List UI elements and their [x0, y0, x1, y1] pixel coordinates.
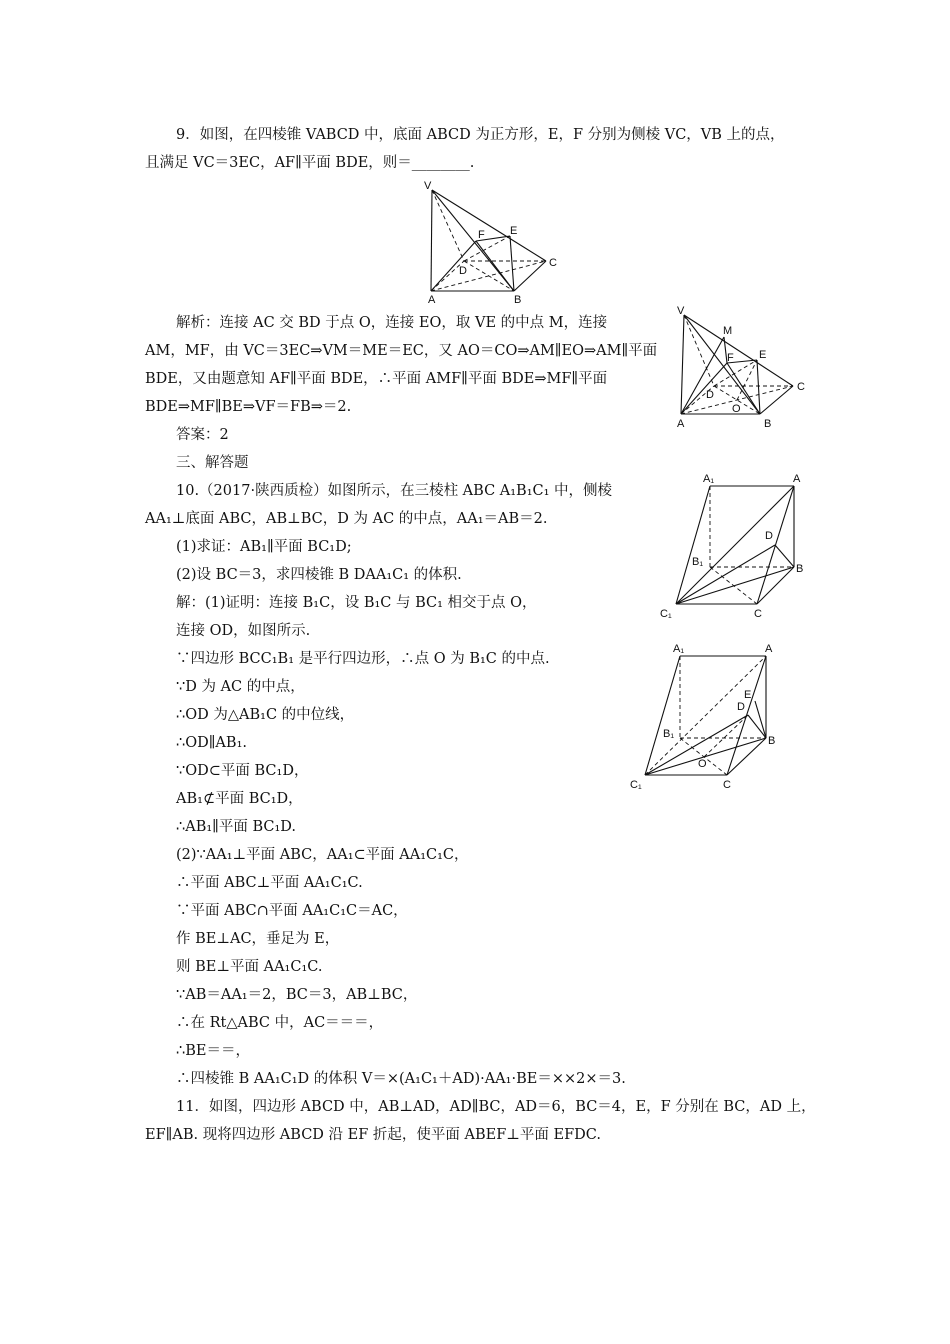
fig1-label-V: V [424, 180, 432, 192]
solution-10-line-8: AB₁⊄平面 BC₁D， [176, 791, 303, 807]
fig1-label-A: A [428, 294, 436, 306]
fig3-label-C: C [754, 608, 762, 620]
solution-9-line-4: BDE⇒MF∥BE⇒VF＝FB⇒＝2. [145, 399, 352, 415]
solution-9-line-1: 解析：连接 AC 交 BD 于点 O，连接 EO，取 VE 的中点 M，连接 [176, 315, 608, 331]
problem-10-part-2: (2)设 BC＝3，求四棱锥 B DAA₁C₁ 的体积. [176, 567, 462, 583]
solution-10-line-4: ∵D 为 AC 的中点， [176, 679, 305, 695]
problem-11-line-1: 11．如图，四边形 ABCD 中，AB⊥AD，AD∥BC，AD＝6，BC＝4，E，F 分别在 BC，AD 上， [176, 1099, 816, 1115]
solution-10-line-3: ∵四边形 BCC₁B₁ 是平行四边形，∴点 O 为 B₁C 的中点. [176, 651, 550, 667]
solution-10-line-13: 作 BE⊥AC，垂足为 E， [176, 931, 340, 947]
fig1-label-F: F [478, 229, 485, 241]
fig3-label-C1: C₁ [660, 608, 672, 620]
solution-10-line-9: ∴AB₁∥平面 BC₁D. [176, 819, 297, 835]
section-heading: 三、解答题 [176, 455, 249, 471]
fig4-label-O: O [698, 758, 707, 770]
fig2-label-O: O [732, 403, 741, 415]
fig4-label-C: C [723, 779, 731, 791]
fig3-label-D: D [765, 530, 773, 542]
solution-9-line-2: AM，MF，由 VC＝3EC⇒VM＝ME＝EC，又 AO＝CO⇒AM∥EO⇒AM∥平面 [145, 343, 658, 359]
fig2-label-E: E [759, 349, 767, 361]
fig2-label-C: C [797, 381, 805, 393]
solution-10-line-6: ∴OD∥AB₁. [176, 735, 247, 751]
fig4-label-A1: A₁ [673, 643, 685, 655]
fig2-label-B: B [764, 418, 772, 430]
fig4-label-E: E [744, 689, 752, 701]
solution-10-line-14: 则 BE⊥平面 AA₁C₁C. [176, 959, 323, 975]
solution-10-line-15: ∵AB＝AA₁＝2，BC＝3，AB⊥BC， [176, 987, 418, 1003]
fig1-label-D: D [459, 265, 467, 277]
fig2-label-V: V [677, 305, 685, 317]
problem-11-line-2: EF∥AB. 现将四边形 ABCD 沿 EF 折起，使平面 ABEF⊥平面 EFDC. [145, 1127, 601, 1143]
fig4-label-C1: C₁ [630, 779, 642, 791]
fig2-label-F: F [727, 352, 734, 364]
solution-10-line-17: ∴BE＝＝， [176, 1043, 250, 1059]
solution-10-line-11: ∴平面 ABC⊥平面 AA₁C₁C. [176, 875, 363, 891]
fig1-label-B: B [514, 294, 522, 306]
solution-10-line-1: 解：(1)证明：连接 B₁C，设 B₁C 与 BC₁ 相交于点 O， [176, 595, 537, 611]
fig2-label-A: A [677, 418, 685, 430]
fig1-label-C: C [549, 257, 557, 269]
fig4-label-A: A [765, 643, 773, 655]
solution-10-line-16: ∴在 Rt△ABC 中，AC＝＝＝， [176, 1015, 384, 1031]
fig2-label-D: D [706, 389, 714, 401]
answer-9: 答案：2 [176, 427, 229, 443]
fig4-label-D: D [737, 701, 745, 713]
solution-9-line-3: BDE，又由题意知 AF∥平面 BDE，∴平面 AMF∥平面 BDE⇒MF∥平面 [145, 371, 608, 387]
solution-10-line-12: ∵平面 ABC∩平面 AA₁C₁C＝AC， [176, 903, 408, 919]
fig4-label-B1: B₁ [663, 728, 675, 740]
fig3-label-A1: A₁ [703, 473, 715, 485]
fig1-label-E: E [510, 225, 518, 237]
fig3-label-B: B [796, 563, 804, 575]
fig3-label-A: A [793, 473, 801, 485]
solution-10-line-10: (2)∵AA₁⊥平面 ABC，AA₁⊂平面 AA₁C₁C， [176, 847, 469, 863]
problem-9-line-1: 9．如图，在四棱锥 VABCD 中，底面 ABCD 为正方形，E，F 分别为侧棱 VC，VB 上的点， [176, 127, 785, 143]
solution-10-line-7: ∵OD⊂平面 BC₁D， [176, 763, 309, 779]
problem-10-line-2: AA₁⊥底面 ABC，AB⊥BC，D 为 AC 的中点，AA₁＝AB＝2. [145, 511, 548, 527]
fig2-label-M: M [723, 325, 733, 337]
problem-9-line-2: 且满足 VC＝3EC，AF∥平面 BDE，则＝________. [145, 155, 475, 171]
problem-10-part-1: (1)求证：AB₁∥平面 BC₁D; [176, 539, 352, 555]
solution-10-line-18: ∴四棱锥 B AA₁C₁D 的体积 V＝×(A₁C₁＋AD)·AA₁·BE＝××2×＝3. [176, 1071, 626, 1087]
problem-10-line-1: 10.（2017·陕西质检）如图所示，在三棱柱 ABC A₁B₁C₁ 中，侧棱 [176, 483, 613, 499]
solution-10-line-5: ∴OD 为△AB₁C 的中位线， [176, 707, 355, 723]
solution-10-line-2: 连接 OD，如图所示. [176, 623, 311, 639]
fig3-label-B1: B₁ [692, 556, 704, 568]
fig4-label-B: B [768, 735, 776, 747]
